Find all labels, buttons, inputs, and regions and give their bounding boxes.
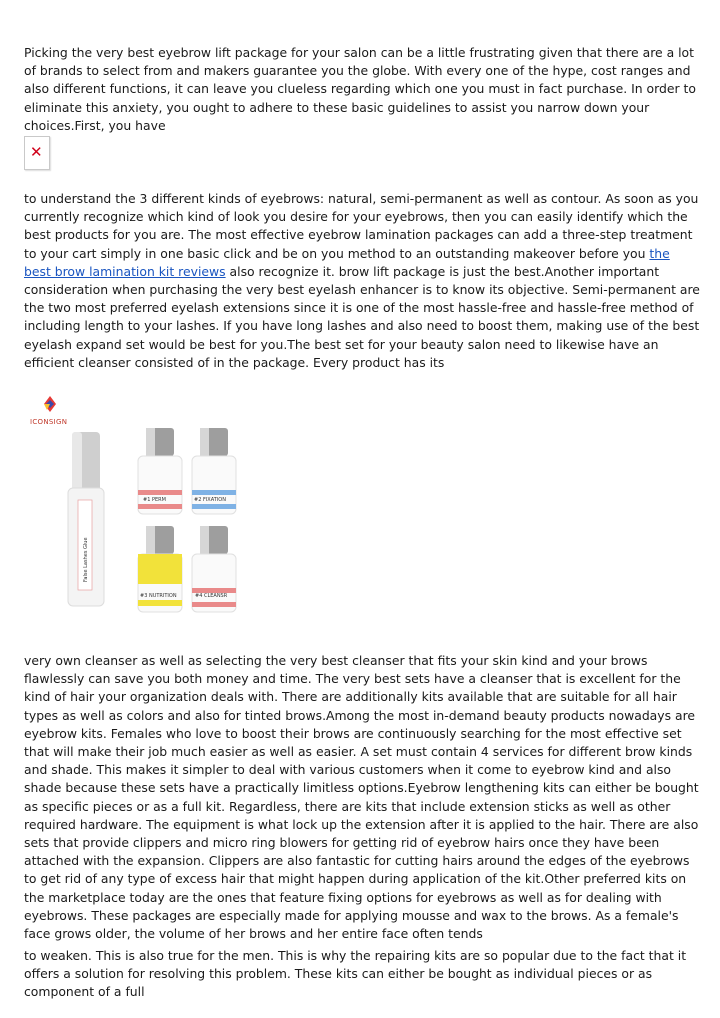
paragraph-1: Picking the very best eyebrow lift package for your salon can be a little frustrating given that there are a lot of brands to select from and makers guarantee you the globe. With every one of the hype, cost ranges and also different functions, it can leave you clueless regarding which one you must in fact purchase. In order to eliminate this anxiety, you ought to adhere to these basic guidelines to assist you narrow down your choices.First, you have: [24, 45, 696, 133]
bottle-3-label: #3 NUTRITION: [140, 593, 177, 599]
broken-image-icon: ✕: [24, 136, 50, 170]
brand-logo: [44, 396, 56, 412]
bottle-1-label: #1 PERM: [143, 497, 166, 503]
paragraph-2-text-a: to understand the 3 different kinds of eyebrows: natural, semi-permanent as well as contour. As soon as you currently recognize which kind of look you desire for your eyebrows, then you can easily identify which the best products for you are. The most effective eyebrow lamination packages can add a three-step treatment to your cart simply in one basic click and be on you method to an outstanding makeover before you: [24, 191, 699, 261]
bottle-3: [138, 526, 182, 612]
paragraph-2-text-b: also recognize it. brow lift package is just the best.Another important consideration when purchasing the very best eyelash enhancer is to know its objective. Semi-permanent are the two most preferred eyelash extensions since it is one of the most hassle-free and hassle-free method of including length to your lashes. If you have long lashes and also need to boost them, making use of the best eyelash expand set would be best for you.The best set for your beauty salon need to likewise have an efficient cleanser consisted of in the package. Every product has its: [24, 263, 700, 370]
glue-tube-label: False Lashes Glue: [83, 537, 89, 582]
paragraph-2: [24, 190, 700, 372]
bottle-4: [192, 526, 236, 612]
brand-name: ICONSIGN: [30, 418, 68, 426]
paragraph-4: to weaken. This is also true for the men. This is why the repairing kits are so popular due to the fact that it offers a solution for resolving this problem. These kits can either be bought as individual pieces or as component of a full: [24, 948, 687, 1000]
brow-lamination-reviews-link[interactable]: the best brow lamination kit reviews: [24, 245, 670, 279]
bottle-4-label: #4 CLEANSR: [195, 593, 228, 599]
bottle-2-label: #2 FIXATION: [194, 497, 226, 503]
paragraph-3: very own cleanser as well as selecting the very best cleanser that fits your skin kind and your brows flawlessly can save you both money and time. The very best sets have a cleanser that is excellent for the kind of hair your organization deals with. There are additionally kits available that are suitable for all hair types as well as colors and also for tinted brows.Among the most in-demand beauty products nowadays are eyebrow kits. Females who love to boost their brows are continuously searching for the most effective set that will make their job much easier as well as easier. A set must contain 4 services for different brow kinds and shade. This makes it simpler to deal with various customers when it come to eyebrow kind and also shade because these sets have a practically limitless options.Eyebrow lengthening kits can either be bought as specific pieces or as a full kit. Regardless, there are kits that include extension sticks as well as other required hardware. The equipment is what lock up the extension after it is applied to the hair. There are also sets that provide clippers and micro ring blowers for getting rid of eyebrow hairs once they have been attached with the expansion. Clippers are also fantastic for cutting hairs around the edges of the eyebrows to get rid of any type of excess hair that might happen during application of the kit.Other preferred kits on the marketplace today are the ones that feature fixing options for eyebrows as well as for dealing with eyebrows. These packages are especially made for applying mousse and wax to the brows. As a female's face grows older, the volume of her brows and her entire face often tends: [24, 653, 699, 942]
product-image: [30, 392, 275, 614]
